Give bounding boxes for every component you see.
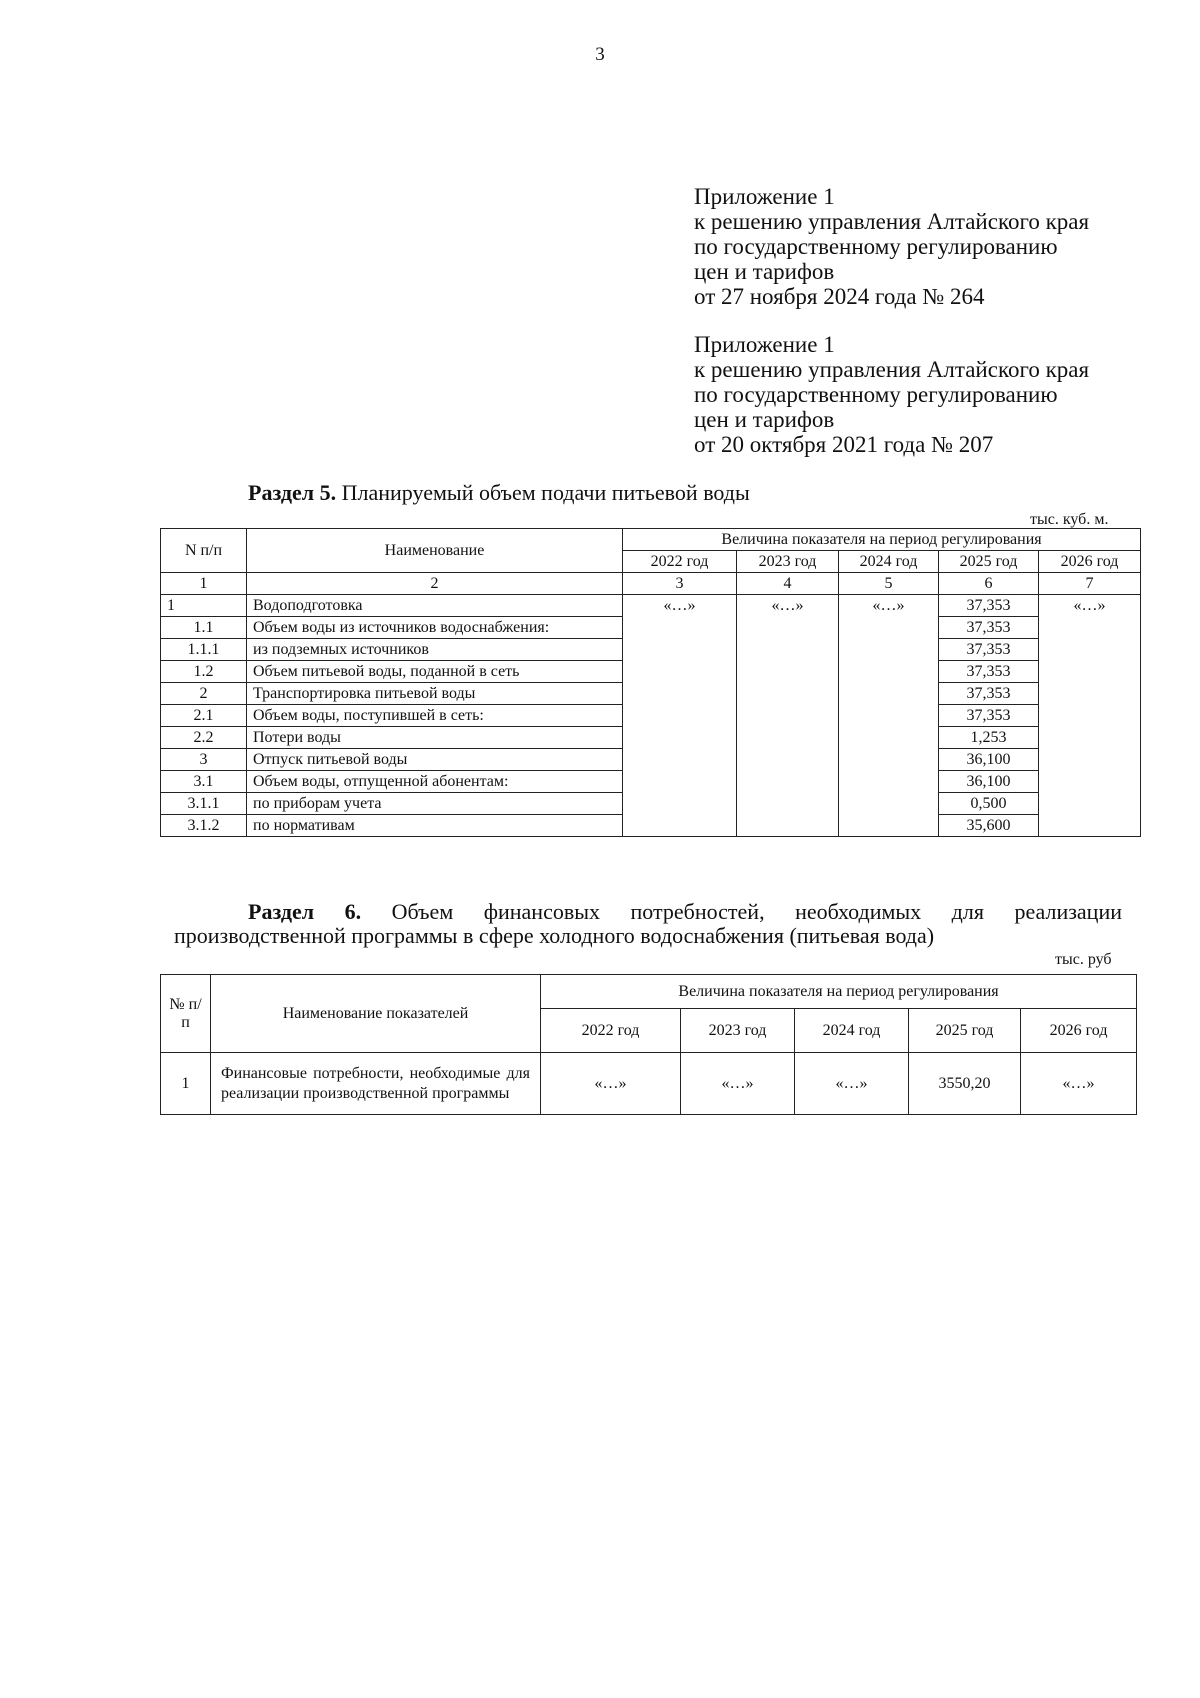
value-2023: «…»	[681, 1053, 795, 1115]
empty-cell	[1039, 727, 1141, 749]
appendix-block-current	[694, 184, 1089, 309]
row-number: 2.1	[161, 705, 247, 727]
row-name: Транспортировка питьевой воды	[247, 683, 623, 705]
table-row	[161, 661, 1141, 683]
col-header-year: 2026 год	[1021, 1009, 1137, 1053]
empty-cell	[737, 771, 839, 793]
empty-cell	[1039, 749, 1141, 771]
value-2024: «…»	[795, 1053, 909, 1115]
section5-heading	[248, 480, 750, 505]
value-2025: 37,353	[939, 661, 1039, 683]
col-number: 3	[623, 573, 737, 595]
empty-cell	[839, 727, 939, 749]
empty-cell	[623, 683, 737, 705]
row-name: Объем воды, отпущенной абонентам:	[247, 771, 623, 793]
appendix-block-original	[694, 332, 1089, 457]
empty-cell	[839, 639, 939, 661]
value-2025: 36,100	[939, 771, 1039, 793]
row-name: из подземных источников	[247, 639, 623, 661]
value-2022: «…»	[623, 595, 737, 617]
table-row	[161, 705, 1141, 727]
empty-cell	[839, 705, 939, 727]
col-header-year: 2025 год	[909, 1009, 1021, 1053]
empty-cell	[623, 793, 737, 815]
empty-cell	[623, 617, 737, 639]
value-2025: 1,253	[939, 727, 1039, 749]
appendix-line: от 27 ноября 2024 года № 264	[694, 284, 985, 309]
value-2025: 37,353	[939, 705, 1039, 727]
row-number: 3	[161, 749, 247, 771]
row-name: Отпуск питьевой воды	[247, 749, 623, 771]
section6-heading	[174, 900, 1122, 948]
row-number: 1.1	[161, 617, 247, 639]
appendix-line: цен и тарифов	[694, 259, 835, 284]
row-number: 1	[161, 595, 247, 617]
col-header-num: N п/п	[161, 529, 247, 573]
empty-cell	[1039, 705, 1141, 727]
section5-title: Планируемый объем подачи питьевой воды	[341, 480, 750, 505]
col-header-name: Наименование	[247, 529, 623, 573]
empty-cell	[839, 815, 939, 837]
appendix-line: Приложение 1	[694, 332, 835, 357]
empty-cell	[623, 749, 737, 771]
empty-cell	[737, 815, 839, 837]
empty-cell	[623, 815, 737, 837]
empty-cell	[623, 661, 737, 683]
value-2025: 36,100	[939, 749, 1039, 771]
value-2023: «…»	[737, 595, 839, 617]
col-number: 6	[939, 573, 1039, 595]
empty-cell	[623, 639, 737, 661]
page-number: 3	[595, 44, 605, 65]
value-2025: 37,353	[939, 683, 1039, 705]
water-volume-table	[160, 528, 1141, 837]
appendix-line: к решению управления Алтайского края	[694, 357, 1090, 382]
table-row	[161, 1053, 1137, 1115]
col-header-year: 2023 год	[737, 551, 839, 573]
empty-cell	[623, 705, 737, 727]
empty-cell	[737, 639, 839, 661]
value-2025: 35,600	[939, 815, 1039, 837]
empty-cell	[839, 683, 939, 705]
col-header-year: 2024 год	[795, 1009, 909, 1053]
table-row	[161, 771, 1141, 793]
appendix-line: от 20 октября 2021 года № 207	[694, 432, 994, 457]
value-2022: «…»	[541, 1053, 681, 1115]
row-number: 2	[161, 683, 247, 705]
table-row	[161, 595, 1141, 617]
empty-cell	[737, 661, 839, 683]
empty-cell	[737, 793, 839, 815]
col-header-year: 2022 год	[541, 1009, 681, 1053]
appendix-line: по государственному регулированию	[694, 234, 1058, 259]
section6-heading-line1	[174, 900, 1122, 924]
col-header-name: Наименование показателей	[211, 975, 541, 1053]
empty-cell	[737, 617, 839, 639]
empty-cell	[737, 749, 839, 771]
col-header-year: 2022 год	[623, 551, 737, 573]
table-row	[161, 639, 1141, 661]
empty-cell	[1039, 639, 1141, 661]
row-name: Объем питьевой воды, поданной в сеть	[247, 661, 623, 683]
empty-cell	[1039, 771, 1141, 793]
empty-cell	[839, 793, 939, 815]
value-2026: «…»	[1021, 1053, 1137, 1115]
row-number: 2.2	[161, 727, 247, 749]
empty-cell	[737, 683, 839, 705]
row-number: 1.2	[161, 661, 247, 683]
empty-cell	[623, 727, 737, 749]
col-header-num: № п/п	[161, 975, 211, 1053]
row-name: Водоподготовка	[247, 595, 623, 617]
empty-cell	[1039, 793, 1141, 815]
row-name: Объем воды, поступившей в сеть:	[247, 705, 623, 727]
value-2025: 37,353	[939, 639, 1039, 661]
section5-label: Раздел 5.	[248, 480, 337, 505]
table-row	[161, 727, 1141, 749]
row-number: 3.1.2	[161, 815, 247, 837]
col-number: 4	[737, 573, 839, 595]
row-name: Финансовые потребности, необходимые для реализации производственной программы	[211, 1053, 541, 1115]
table-row	[161, 749, 1141, 771]
section5-unit: тыс. куб. м.	[1030, 511, 1109, 528]
section6-label: Раздел 6.	[248, 899, 362, 924]
appendix-line: по государственному регулированию	[694, 382, 1058, 407]
empty-cell	[1039, 661, 1141, 683]
section6-unit: тыс. руб	[1055, 951, 1112, 968]
table-row	[161, 793, 1141, 815]
col-header-period: Величина показателя на период регулирования	[623, 529, 1141, 551]
col-header-period: Величина показателя на период регулирования	[541, 975, 1137, 1009]
value-2025: 0,500	[939, 793, 1039, 815]
row-number: 1	[161, 1053, 211, 1115]
empty-cell	[1039, 683, 1141, 705]
row-name: по приборам учета	[247, 793, 623, 815]
col-number: 1	[161, 573, 247, 595]
value-2025: 3550,20	[909, 1053, 1021, 1115]
col-header-year: 2026 год	[1039, 551, 1141, 573]
appendix-line: к решению управления Алтайского края	[694, 209, 1090, 234]
col-header-year: 2025 год	[939, 551, 1039, 573]
value-2026: «…»	[1039, 595, 1141, 617]
row-name: Потери воды	[247, 727, 623, 749]
col-header-year: 2023 год	[681, 1009, 795, 1053]
section6-title-line1: Объем финансовых потребностей, необходимых для реализации	[391, 899, 1122, 924]
empty-cell	[839, 617, 939, 639]
row-name: по нормативам	[247, 815, 623, 837]
appendix-line: Приложение 1	[694, 184, 835, 209]
col-header-year: 2024 год	[839, 551, 939, 573]
col-number: 2	[247, 573, 623, 595]
row-name: Объем воды из источников водоснабжения:	[247, 617, 623, 639]
financial-needs-table	[160, 974, 1137, 1115]
empty-cell	[839, 771, 939, 793]
section6-title-line2: производственной программы в сфере холодного водоснабжения (питьевая вода)	[174, 923, 935, 948]
empty-cell	[839, 661, 939, 683]
empty-cell	[737, 705, 839, 727]
table-row	[161, 815, 1141, 837]
empty-cell	[839, 749, 939, 771]
appendix-line: цен и тарифов	[694, 407, 835, 432]
value-2024: «…»	[839, 595, 939, 617]
col-number: 5	[839, 573, 939, 595]
empty-cell	[623, 771, 737, 793]
row-number: 1.1.1	[161, 639, 247, 661]
table-row	[161, 617, 1141, 639]
row-number: 3.1.1	[161, 793, 247, 815]
empty-cell	[1039, 617, 1141, 639]
value-2025: 37,353	[939, 617, 1039, 639]
value-2025: 37,353	[939, 595, 1039, 617]
empty-cell	[1039, 815, 1141, 837]
table-row	[161, 683, 1141, 705]
col-number: 7	[1039, 573, 1141, 595]
empty-cell	[737, 727, 839, 749]
row-number: 3.1	[161, 771, 247, 793]
